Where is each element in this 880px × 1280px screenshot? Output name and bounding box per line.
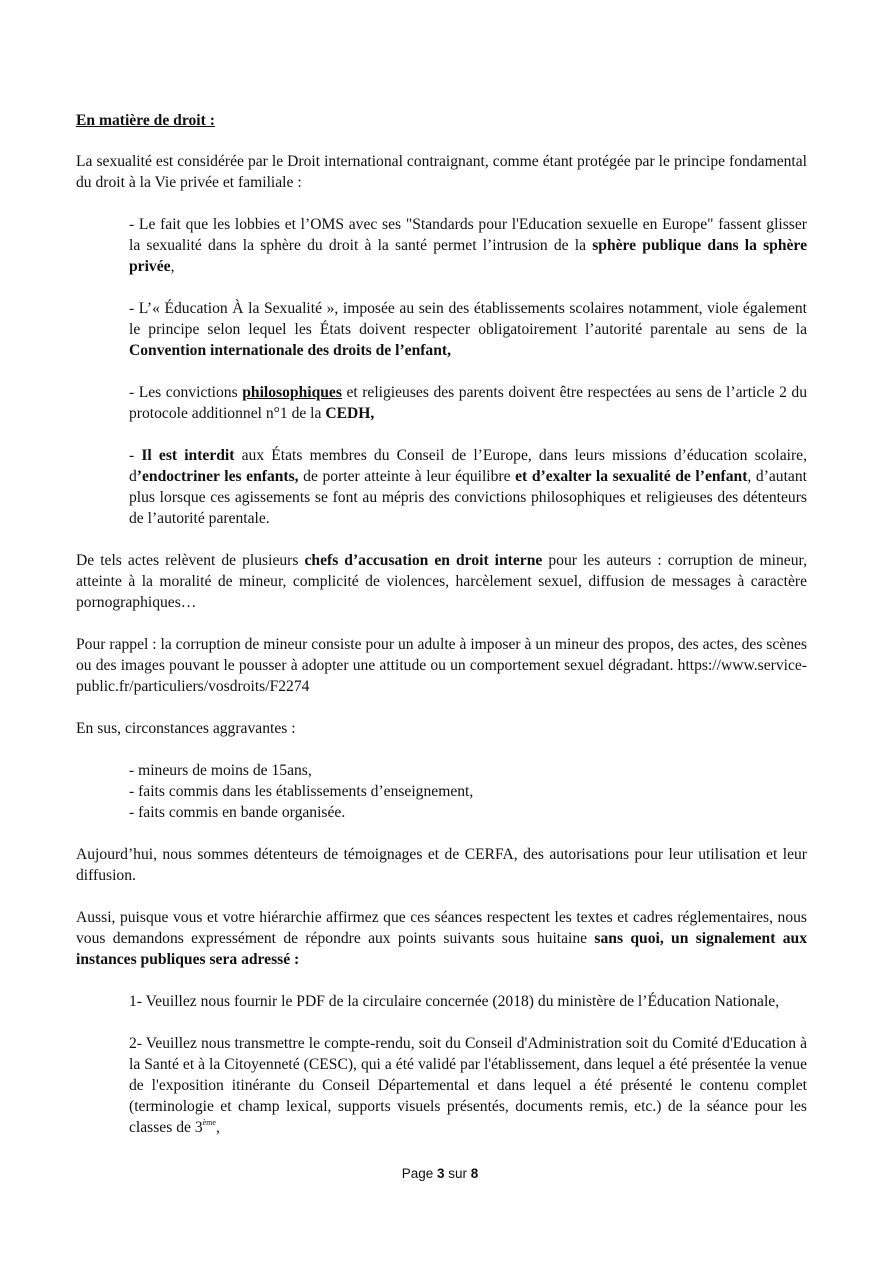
page-footer — [0, 1163, 880, 1184]
request-item-1: 1- Veuillez nous fournir le PDF de la circulaire concernée (2018) du ministère de l’Éducation Nationale, — [129, 993, 780, 1010]
current-page-number: 3 — [436, 1166, 445, 1181]
point-interdiction: - Il est interdit aux États membres du Conseil de l’Europe, dans leurs missions d’éducation scolaire, d’endoctriner les enfants, de porter atteinte à leur équilibre et d’exalter la sexualité de l’enfant, d’autant plus lorsque ces agissements se font au mépris des convictions philosophiques et religieuses des détenteurs de l’autorité parentale. — [129, 447, 807, 527]
circonstances-intro: En sus, circonstances aggravantes : — [76, 720, 296, 737]
point-convictions: - Les convictions philosophiques et religieuses des parents doivent être respectées au sens de l’article 2 du protocole additionnel n°1 de la CEDH, — [129, 384, 807, 422]
list-item: - faits commis en bande organisée. — [129, 804, 346, 821]
rappel-paragraph: Pour rappel : la corruption de mineur consiste pour un adulte à imposer à un mineur des propos, des actes, des scènes ou des images pouvant le pousser à adopter une attitude ou un comportement sexuel dégradant. https://www.service-public.fr/particuliers/vosdroits/F2274 — [76, 636, 807, 695]
rights-list — [129, 214, 807, 529]
page-body — [76, 110, 807, 1138]
page-label: Page — [401, 1166, 434, 1181]
acts-paragraph: De tels actes relèvent de plusieurs chefs d’accusation en droit interne pour les auteurs : corruption de mineur, atteinte à la moralité de mineur, complicité de violences, harcèlement sexuel, diffusion de messages à caractère pornographiques… — [76, 552, 807, 611]
list-item: - mineurs de moins de 15ans, — [129, 762, 312, 779]
requests-list — [129, 991, 807, 1138]
request-item-2: 2- Veuillez nous transmettre le compte-rendu, soit du Conseil d'Administration soit du Comité d'Education à la Santé et à la Citoyenneté (CESC), qui a été validé par l'établissement, dans lequel a été présentée la venue de l'exposition itinérante du Conseil Départemental et dans lequel a été présenté le contenu complet (terminologie et champ lexical, supports visuels présentés, documents remis, etc.) de la séance pour les classes de 3ème, — [129, 1035, 807, 1136]
aussi-paragraph: Aussi, puisque vous et votre hiérarchie affirmez que ces séances respectent les textes et cadres réglementaires, nous vous demandons expressément de répondre aux points suivants sous huitaine sans quoi, un signalement aux instances publiques sera adressé : — [76, 909, 807, 968]
list-item: - faits commis dans les établissements d’enseignement, — [129, 783, 474, 800]
point-education-sexualite: - L’« Éducation À la Sexualité », imposée au sein des établissements scolaires notamment, viole également le principe selon lequel les États doivent respecter obligatoirement l’autorité parentale au sens de la Convention internationale des droits de l’enfant, — [129, 300, 807, 359]
point-lobbies: - Le fait que les lobbies et l’OMS avec ses "Standards pour l'Education sexuelle en Europe" fassent glisser la sexualité dans la sphère du droit à la santé permet l’intrusion de la sphère publique dans la sphère privée, — [129, 216, 807, 275]
intro-paragraph: La sexualité est considérée par le Droit international contraignant, comme étant protégée par le principe fondamental du droit à la Vie privée et familiale : — [76, 153, 807, 191]
aujourdhui-paragraph: Aujourd’hui, nous sommes détenteurs de témoignages et de CERFA, des autorisations pour leur utilisation et leur diffusion. — [76, 846, 807, 884]
circonstances-list — [129, 760, 807, 823]
section-heading: En matière de droit : — [76, 112, 215, 129]
page-sur: sur — [448, 1166, 468, 1181]
total-pages-number: 8 — [470, 1166, 479, 1181]
